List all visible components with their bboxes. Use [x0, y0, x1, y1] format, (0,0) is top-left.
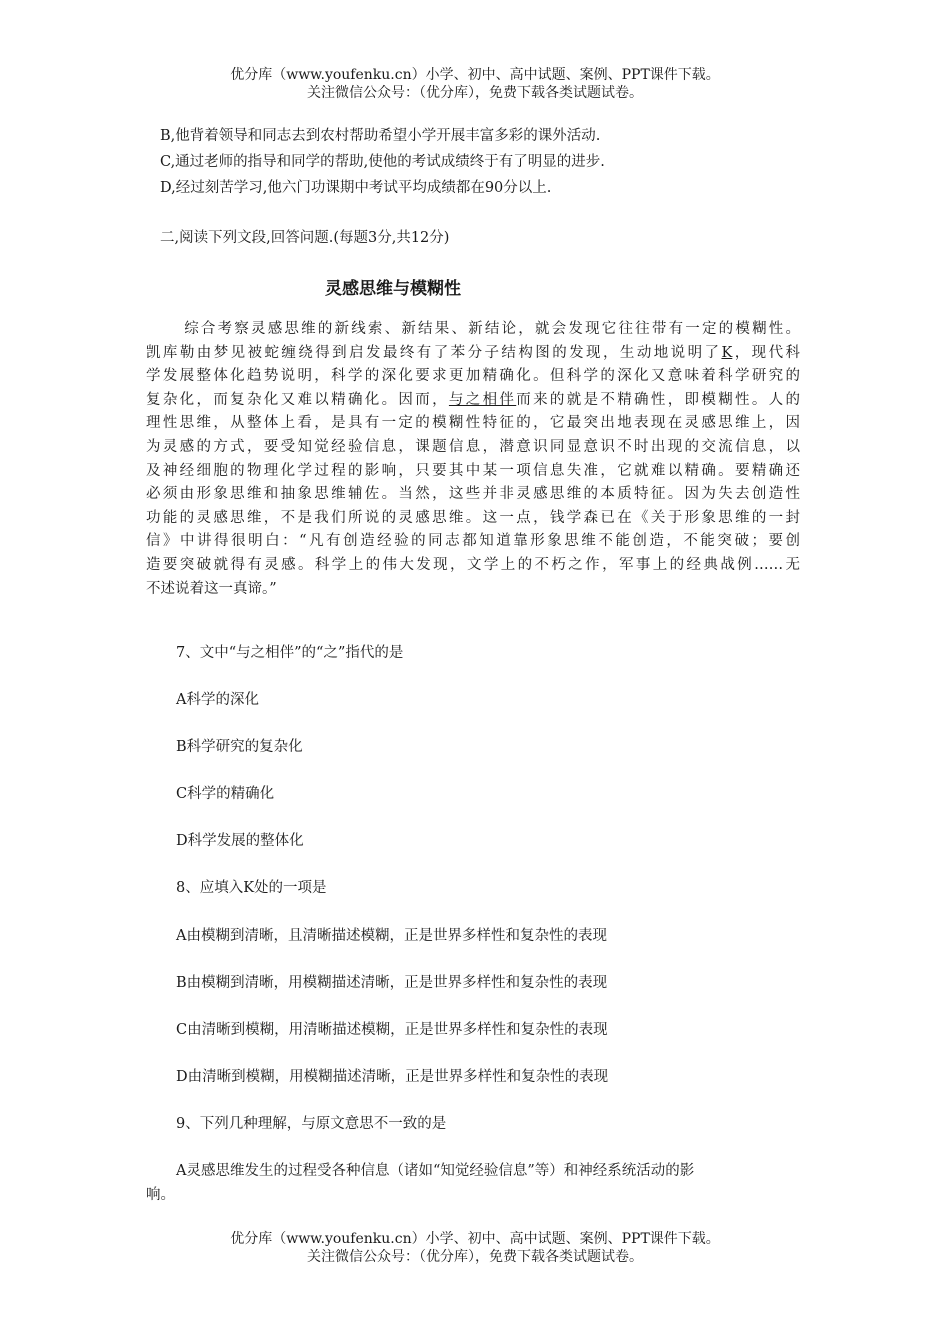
passage-line: 理性思维，从整体上看，是具有一定的模糊性特征的，它最突出地表现在灵感思维上，因 [146, 415, 800, 432]
option-b-prev: B,他背着领导和同志去到农村帮助希望小学开展丰富多彩的课外活动. [160, 128, 601, 144]
passage-line: 凯库勒由梦见被蛇缠绕得到启发最终有了苯分子结构图的发现，生动地说明了 [146, 344, 722, 361]
passage-line: 不述说着这一真谛。” [146, 580, 277, 597]
passage-line: 综合考察灵感思维的新线索、新结果、新结论，就会发现它往往带有一定的模糊性。 [182, 321, 800, 337]
q7-option-a: A科学的深化 [176, 692, 259, 708]
q7-stem: 7、文中“与之相伴”的“之”指代的是 [176, 645, 404, 661]
q8-option-b: B由模糊到清晰，用模糊描述清晰，正是世界多样性和复杂性的表现 [176, 975, 608, 991]
q7-option-b: B科学研究的复杂化 [176, 739, 303, 755]
q8-option-d: D由清晰到模糊，用模糊描述清晰，正是世界多样性和复杂性的表现 [176, 1069, 609, 1085]
q8-option-c: C由清晰到模糊，用清晰描述模糊，正是世界多样性和复杂性的表现 [176, 1022, 608, 1038]
passage-line: 学发展整体化趋势说明，科学的深化要求更加精确化。但科学的深化又意味着科学研究的 [146, 368, 800, 385]
passage-line: 功能的灵感思维，不是我们所说的灵感思维。这一点，钱学森已在《关于形象思维的一封 [146, 509, 800, 526]
q8-option-a: A由模糊到清晰，且清晰描述模糊，正是世界多样性和复杂性的表现 [176, 928, 607, 944]
q9-stem: 9、下列几种理解，与原文意思不一致的是 [176, 1116, 447, 1132]
blank-k: K [721, 344, 733, 361]
page-header-line1: 优分库（www.youfenku.cn）小学、初中、高中试题、案例、PPT课件下载。 [230, 67, 720, 83]
underlined-phrase: 与之相伴 [448, 391, 517, 408]
page-header-line2: 关注微信公众号：（优分库），免费下载各类试题试卷。 [307, 85, 643, 101]
passage-line: 造要突破就得有灵感。科学上的伟大发现，文学上的不朽之作，军事上的经典战例……无 [146, 556, 800, 573]
page-footer-line2: 关注微信公众号：（优分库），免费下载各类试题试卷。 [307, 1249, 643, 1265]
q9-option-a-line1: A灵感思维发生的过程受各种信息（诸如“知觉经验信息”等）和神经系统活动的影 [176, 1163, 695, 1179]
q8-stem: 8、应填入K处的一项是 [176, 880, 327, 896]
page-footer-line1: 优分库（www.youfenku.cn）小学、初中、高中试题、案例、PPT课件下载。 [230, 1231, 720, 1247]
q7-option-d: D科学发展的整体化 [176, 833, 304, 849]
passage-line: 而来的就是不精确性，即模糊性。人的 [516, 391, 801, 408]
passage-line: 复杂化，而复杂化又难以精确化。因而， [146, 391, 449, 408]
passage-line: ，现代科 [732, 344, 800, 361]
section-heading: 二,阅读下列文段,回答问题.(每题3分,共12分) [160, 230, 450, 246]
passage-line: 信》中讲得很明白：“凡有创造经验的同志都知道靠形象思维不能创造，不能突破；要创 [146, 533, 800, 550]
q9-option-a [146, 1160, 800, 1207]
passage-title: 灵感思维与模糊性 [325, 279, 461, 299]
passage-body [146, 318, 800, 601]
passage-line: 为灵感的方式，要受知觉经验信息，课题信息，潜意识同显意识不时出现的交流信息，以 [146, 438, 800, 455]
q7-option-c: C科学的精确化 [176, 786, 275, 802]
option-d-prev: D,经过刻苦学习,他六门功课期中考试平均成绩都在90分以上. [160, 180, 552, 196]
q9-option-a-line2: 响。 [146, 1186, 175, 1203]
passage-line: 及神经细胞的物理化学过程的影响，只要其中某一项信息失准，它就难以精确。要精确还 [146, 462, 800, 479]
option-c-prev: C,通过老师的指导和同学的帮助,使他的考试成绩终于有了明显的进步. [160, 154, 605, 170]
passage-line: 必须由形象思维和抽象思维辅佐。当然，这些并非灵感思维的本质特征。因为失去创造性 [146, 486, 800, 503]
